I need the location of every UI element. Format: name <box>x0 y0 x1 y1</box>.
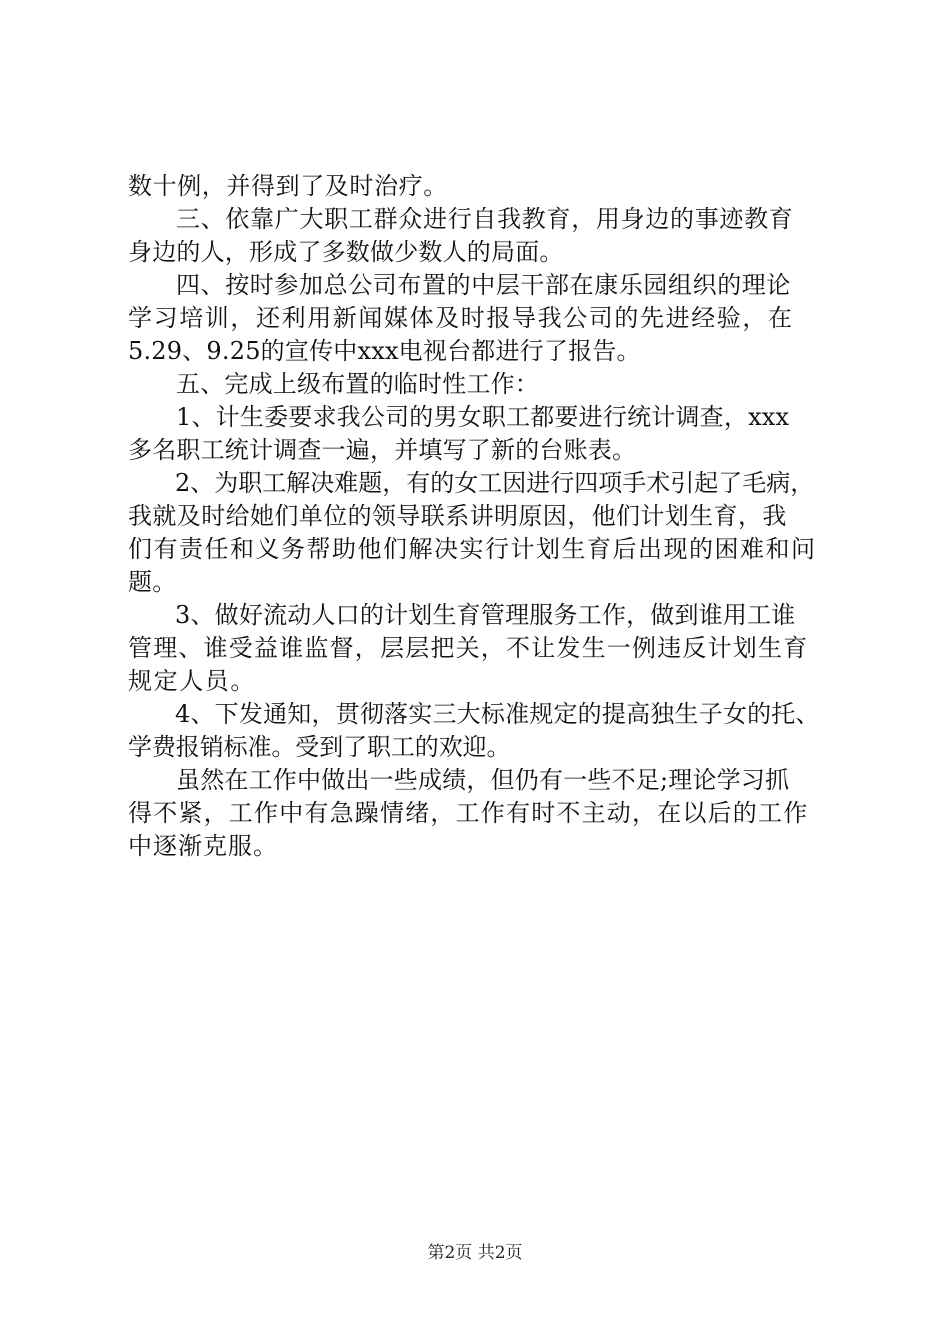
text-line: 学习培训，还利用新闻媒体及时报导我公司的先进经验，在 <box>128 304 794 332</box>
page-number-footer: 第2页 共2页 <box>427 1243 523 1263</box>
text-line: 1、计生委要求我公司的男女职工都要进行统计调查，xxx <box>176 403 790 431</box>
document-body <box>128 170 840 863</box>
text-line: 五、完成上级布置的临时性工作： <box>176 370 539 398</box>
text-line: 身边的人，形成了多数做少数人的局面。 <box>128 238 564 266</box>
text-line: 中逐渐克服。 <box>128 832 278 860</box>
text-line: 我就及时给她们单位的领导联系讲明原因，他们计划生育，我 <box>128 502 787 530</box>
text-line: 学费报销标准。受到了职工的欢迎。 <box>128 733 511 761</box>
text-line: 4、下发通知，贯彻落实三大标准规定的提高独生子女的托、 <box>175 700 820 728</box>
text-line: 3、做好流动人口的计划生育管理服务工作，做到谁用工谁 <box>175 601 796 629</box>
text-line: 规定人员。 <box>128 667 256 695</box>
text-line: 管理、谁受益谁监督，层层把关，不让发生一例违反计划生育 <box>128 634 809 662</box>
text-line: 四、按时参加总公司布置的中层干部在康乐园组织的理论 <box>176 271 791 299</box>
text-line: 得不紧，工作中有急躁情绪，工作有时不主动，在以后的工作 <box>128 799 809 827</box>
text-line: 数十例，并得到了及时治疗。 <box>128 172 448 200</box>
text-line: 多名职工统计调查一遍，并填写了新的台账表。 <box>128 436 637 464</box>
text-line: 三、依靠广大职工群众进行自我教育，用身边的事迹教育 <box>176 205 794 233</box>
text-line: 5.29、9.25的宣传中xxx电视台都进行了报告。 <box>128 337 641 365</box>
text-line: 们有责任和义务帮助他们解决实行计划生育后出现的困难和问 <box>128 535 817 563</box>
text-line: 虽然在工作中做出一些成绩，但仍有一些不足;理论学习抓 <box>176 766 790 794</box>
text-line: 2、为职工解决难题，有的女工因进行四项手术引起了毛病， <box>175 469 815 497</box>
text-line: 题。 <box>128 568 177 596</box>
